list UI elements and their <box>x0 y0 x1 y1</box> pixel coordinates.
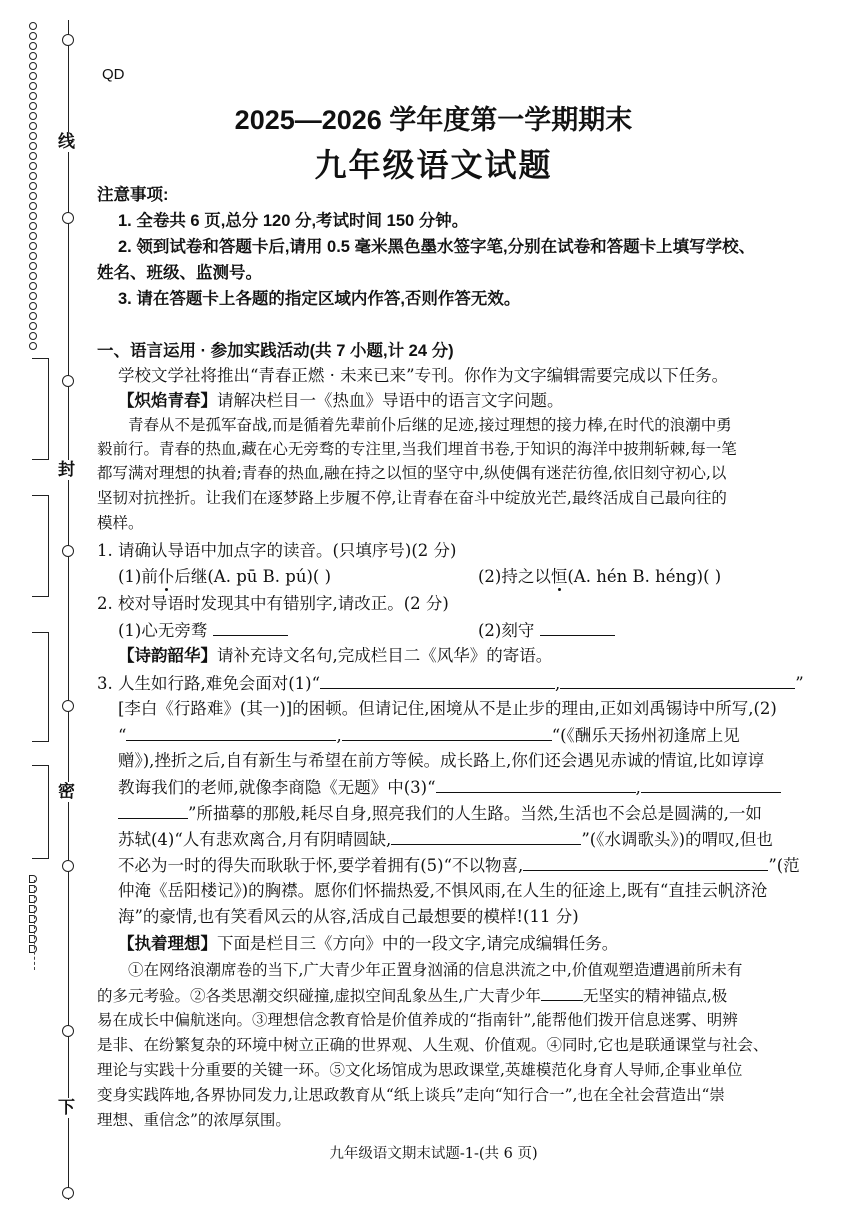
exam-title-line1: 2025—2026 学年度第一学期期末 <box>234 105 633 135</box>
margin-circle <box>62 545 74 557</box>
margin-circle <box>62 700 74 712</box>
margin-label-mi: 密 <box>58 782 75 802</box>
passage3-line: 理想、重信念”的浓厚氛围。 <box>97 1111 291 1129</box>
cut-line <box>68 20 69 1200</box>
binding-dash <box>34 880 36 970</box>
passage-line: 都写满对理想的执着;青春的热血,融在持之以恒的坚守中,纵使偶有迷茫彷徨,依旧刻守初心,以 <box>97 464 727 482</box>
question-3-line: ”所描摹的那般,耗尽自身,照亮我们的人生路。当然,生活也不会总是圆满的,一如 <box>118 802 762 825</box>
column3-instruction: 【执着理想】下面是栏目三《方向》中的一段文字,请完成编辑任务。 <box>118 934 619 953</box>
margin-circle <box>62 34 74 46</box>
answer-blank[interactable] <box>436 776 636 793</box>
margin-label-xia: 下 <box>58 1098 75 1118</box>
answer-blank[interactable] <box>641 776 781 793</box>
question-3-line: 赠》),挫折之后,自有新生与希望在前方等候。成长路上,你们还会遇见赤诚的情谊,比如谆谆 <box>118 751 765 770</box>
notice-item-3: 3. 请在答题卡上各题的指定区域内作答,否则作答无效。 <box>118 290 521 308</box>
question-3-line: [李白《行路难》(其一)]的困顿。但请记住,困境从不是止步的理由,正如刘禹锡诗中所写,(2) <box>118 699 777 718</box>
answer-blank[interactable] <box>541 984 583 1001</box>
notice-item-1: 1. 全卷共 6 页,总分 120 分,考试时间 150 分钟。 <box>118 212 469 230</box>
passage3-line: 理论与实践十分重要的关键一环。⑤文化场馆成为思政课堂,英雄模范化身育人导师,企事业单位 <box>97 1061 743 1079</box>
passage-line: 模样。 <box>97 514 144 532</box>
passage3-line: 变身实践阵地,各界协同发力,让思政教育从“纸上谈兵”走向“知行合一”,也在全社会营造出“崇 <box>97 1086 725 1104</box>
question-3-line: 苏轼(4)“人有悲欢离合,月有阴晴圆缺, ”(《水调歌头》)的喟叹,但也 <box>118 830 773 849</box>
question-2-item-2: (2)刻守 <box>478 619 615 642</box>
question-3-line: 海”的豪情,也有笑看风云的从容,活成自己最想要的模样!(11 分) <box>118 907 579 926</box>
margin-circle <box>62 375 74 387</box>
answer-blank[interactable] <box>118 802 188 819</box>
margin-blank-box <box>32 495 49 597</box>
section-heading: 一、语言运用 · 参加实践活动(共 7 小题,计 24 分) <box>97 342 454 360</box>
passage-line: 青春从不是孤军奋战,而是循着先辈前仆后继的足迹,接过理想的接力棒,在时代的浪潮中勇 <box>128 416 732 434</box>
answer-blank[interactable] <box>560 672 795 689</box>
answer-blank[interactable] <box>523 854 768 871</box>
question-1-option-2: (2)持之以恒(A. hén B. héng)( ) <box>478 567 722 586</box>
answer-blank[interactable] <box>213 619 288 636</box>
exam-title-line2: 九年级语文试题 <box>314 147 553 183</box>
column1-instruction <box>118 390 564 412</box>
notice-item-2a: 2. 领到试卷和答题卡后,请用 0.5 毫米黑色墨水签字笔,分别在试卷和答题卡上填写学校、 <box>118 238 756 256</box>
column2-instruction: 【诗韵韶华】请补充诗文名句,完成栏目二《风华》的寄语。 <box>118 646 553 665</box>
margin-blank-box <box>32 358 49 460</box>
binding-rings-top <box>29 22 41 352</box>
answer-blank[interactable] <box>540 619 615 636</box>
column1-text: 请解决栏目一《热血》导语中的语言文字问题。 <box>217 391 564 410</box>
question-1: 1. 请确认导语中加点字的读音。(只填序号)(2 分) <box>97 541 457 560</box>
margin-label-feng: 封 <box>58 460 75 480</box>
margin-circle <box>62 1025 74 1037</box>
question-2: 2. 校对导语时发现其中有错别字,请改正。(2 分) <box>97 594 449 613</box>
passage-line: 坚韧对抗挫折。让我们在逐梦路上步履不停,让青春在奋斗中绽放光芒,最终活成自己最向往的 <box>97 489 727 507</box>
question-3-line: “ , “(《酬乐天扬州初逢席上见 <box>118 726 740 745</box>
answer-blank[interactable] <box>126 724 336 741</box>
question-3-line: 3. 人生如行路,难免会面对(1)“ , ” <box>97 674 804 693</box>
margin-circle <box>62 212 74 224</box>
margin-label-xian: 线 <box>58 132 75 152</box>
margin-circle <box>62 1187 74 1199</box>
question-3-line: 教诲我们的老师,就像李商隐《无题》中(3)“ , <box>118 776 781 799</box>
page-footer: 九年级语文期末试题-1-(共 6 页) <box>329 1146 538 1162</box>
question-3-line: 不必为一时的得失而耿耿于怀,要学着拥有(5)“不以物喜, ”(范 <box>118 856 800 875</box>
margin-circle <box>62 860 74 872</box>
answer-blank[interactable] <box>320 672 555 689</box>
notice-item-2b: 姓名、班级、监测号。 <box>97 264 262 282</box>
section-intro: 学校文学社将推出“青春正燃 · 未来已来”专刊。你作为文字编辑需要完成以下任务。 <box>118 366 729 385</box>
question-2-item-1: (1)心无旁骛 <box>118 619 288 642</box>
margin-blank-box <box>32 765 49 859</box>
passage-line: 毅前行。青春的热血,藏在心无旁骛的专注里,当我们埋首书卷,于知识的海洋中披荆斩棘,每一笔 <box>97 440 737 458</box>
passage3-line: 的多元考验。②各类思潮交织碰撞,虚拟空间乱象丛生,广大青少年 无坚实的精神锚点,极 <box>97 984 727 1007</box>
passage3-line: 易在成长中偏航迷向。③理想信念教育恰是价值养成的“指南针”,能帮他们拨开信息迷雾、明辨 <box>97 1011 738 1029</box>
answer-blank[interactable] <box>342 724 552 741</box>
margin-blank-box <box>32 632 49 742</box>
column1-tag: 【炽焰青春】 <box>118 392 217 410</box>
passage3-line: ①在网络浪潮席卷的当下,广大青少年正置身汹涌的信息洪流之中,价值观塑造遭遇前所未有 <box>128 961 743 979</box>
question-3-line: 仲淹《岳阳楼记》)的胸襟。愿你们怀揣热爱,不惧风雨,在人生的征途上,既有“直挂云帆济沧 <box>118 881 768 900</box>
question-1-option-1: (1)前仆后继(A. pū B. pú)( ) <box>118 567 332 586</box>
passage3-line: 是非、在纷繁复杂的环境中树立正确的世界观、人生观、价值观。④同时,它也是联通课堂与社会、 <box>97 1036 769 1054</box>
paper-code: QD <box>102 66 125 83</box>
notice-heading: 注意事项: <box>97 186 169 204</box>
answer-blank[interactable] <box>391 828 581 845</box>
